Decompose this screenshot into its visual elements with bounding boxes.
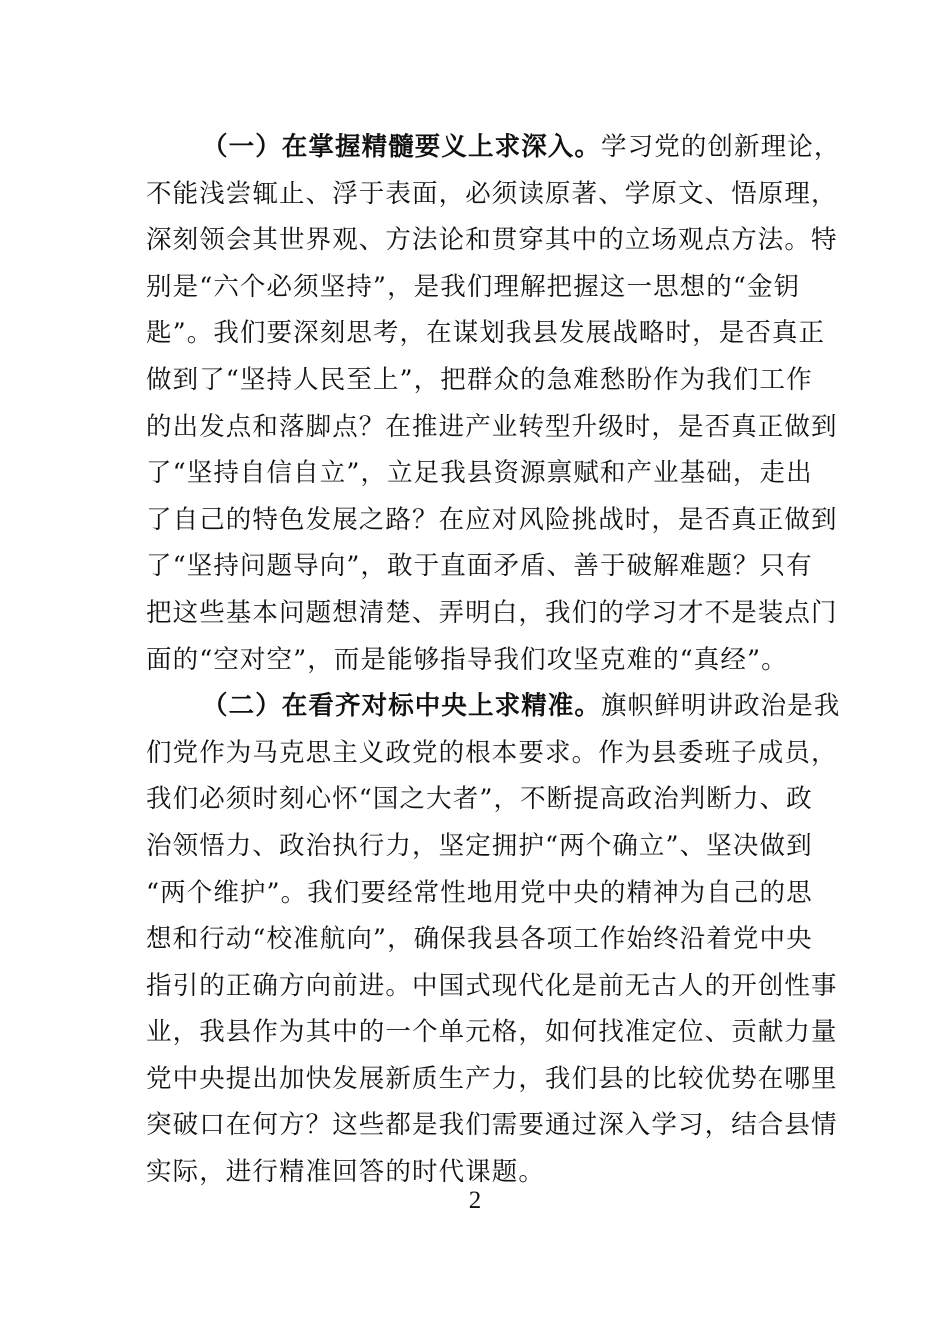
paragraph-heading: （一）在掌握精髓要义上求深入。 [202,132,602,162]
line-text: 旗帜鲜明讲政治是我 [601,691,841,722]
paragraph-line: 们党作为马克思主义政党的根本要求。作为县委班子成员， [146,737,838,768]
paragraph-line: 深刻领会其世界观、方法论和贯穿其中的立场观点方法。特 [146,225,838,256]
paragraph-line: 我们必须时刻心怀“国之大者”，不断提高政治判断力、政 [146,784,813,815]
paragraph-line: 面的“空对空”，而是能够指导我们攻坚克难的“真经”。 [146,644,788,675]
paragraph-line [146,124,841,171]
paragraph-line: 突破口在何方？这些都是我们需要通过深入学习，结合县情 [146,1110,838,1141]
paragraph-line: 业，我县作为其中的一个单元格，如何找准定位、贡献力量 [146,1017,838,1048]
paragraph-line: 了“坚持问题导向”，敢于直面矛盾、善于破解难题？只有 [146,551,813,582]
paragraph-1 [146,124,841,683]
paragraph-line: 党中央提出加快发展新质生产力，我们县的比较优势在哪里 [146,1063,838,1094]
body-text [146,124,841,1196]
page-number: 2 [468,1187,482,1214]
paragraph-line: 指引的正确方向前进。中国式现代化是前无古人的开创性事 [146,970,838,1001]
paragraph-line: 想和行动“校准航向”，确保我县各项工作始终沿着党中央 [146,924,813,955]
paragraph-line: 的出发点和落脚点？在推进产业转型升级时，是否真正做到 [146,411,838,442]
paragraph-line: 别是“六个必须坚持”，是我们理解把握这一思想的“金钥 [146,271,801,302]
paragraph-line: “两个维护”。我们要经常性地用党中央的精神为自己的思 [146,877,813,908]
paragraph-line: 做到了“坚持人民至上”，把群众的急难愁盼作为我们工作 [146,364,813,395]
paragraph-line [146,683,841,730]
paragraph-line: 了自己的特色发展之路？在应对风险挑战时，是否真正做到 [146,504,838,535]
paragraph-line: 匙”。我们要深刻思考，在谋划我县发展战略时，是否真正 [146,318,826,349]
paragraph-line: 不能浅尝辄止、浮于表面，必须读原著、学原文、悟原理， [146,178,838,209]
line-text: 学习党的创新理论， [601,132,841,162]
paragraph-2 [146,683,841,1196]
paragraph-line: 实际，进行精准回答的时代课题。 [146,1157,546,1188]
paragraph-line: 了“坚持自信自立”，立足我县资源禀赋和产业基础，走出 [146,458,813,489]
paragraph-heading: （二）在看齐对标中央上求精准。 [202,691,602,722]
paragraph-line: 治领悟力、政治执行力，坚定拥护“两个确立”、坚决做到 [146,830,813,861]
paragraph-line: 把这些基本问题想清楚、弄明白，我们的学习才不是装点门 [146,597,838,628]
